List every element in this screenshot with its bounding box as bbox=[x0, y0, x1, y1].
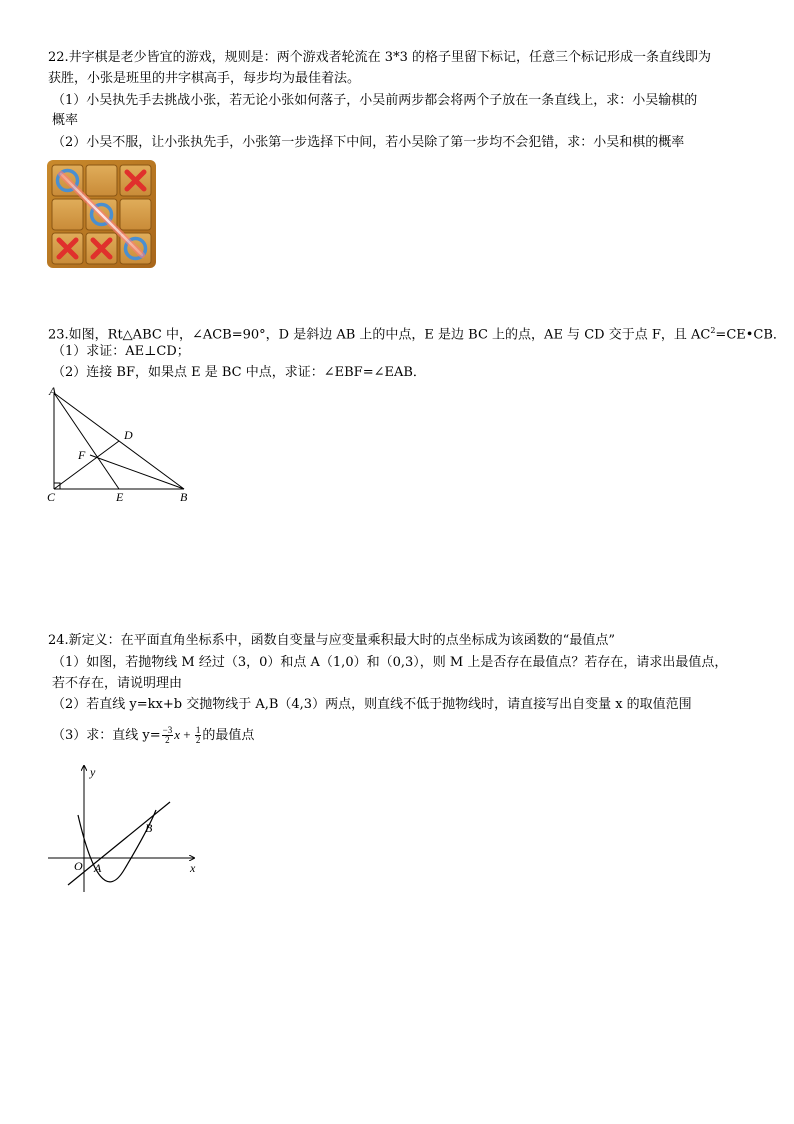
q23-superscript: 2 bbox=[710, 326, 716, 335]
q24-part1-line2: 若不存在，请说明理由 bbox=[52, 676, 183, 691]
q24-part2: （2）若直线 y=kx+b 交抛物线于 A,B（4,3）两点，则直线不低于抛物线时，请直接写出自变量 x 的取值范围 bbox=[52, 697, 692, 712]
triangle-figure bbox=[44, 383, 204, 505]
coordinate-graph-figure bbox=[44, 760, 204, 895]
fraction-numerator: 1 bbox=[195, 725, 201, 735]
fraction-1-over-2 bbox=[195, 726, 202, 745]
q22-part2: （2）小吴不服，让小张执先手，小张第一步选择下中间，若小吴除了第一步均不会犯错，求：小吴和棋的概率 bbox=[52, 135, 685, 150]
q23-line1-end: =CE•CB． bbox=[715, 327, 786, 343]
q23-part1: （1）求证：AE⊥CD； bbox=[52, 344, 190, 359]
q22-part1-line2: 概率 bbox=[52, 113, 79, 128]
fraction-denominator: 2 bbox=[195, 735, 201, 745]
label-f: F bbox=[78, 448, 86, 462]
label-e: E bbox=[116, 490, 124, 504]
fraction-numerator: −3 bbox=[162, 725, 173, 735]
axis-label-y: y bbox=[90, 765, 96, 779]
axis-label-x: x bbox=[190, 861, 196, 875]
fraction-neg3-over-2 bbox=[162, 726, 174, 745]
q24-line1: 24.新定义：在平面直角坐标系中，函数自变量与应变量乘积最大时的点坐标成为该函数的“最值点” bbox=[48, 633, 615, 648]
label-c: C bbox=[47, 490, 56, 504]
tic-tac-toe-board-image bbox=[47, 160, 156, 268]
q22-part1-line1: （1）小吴执先手去挑战小张，若无论小张如何落子，小吴前两步都会将两个子放在一条直线上，求：小吴输棋的 bbox=[52, 93, 698, 108]
fraction-denominator: 2 bbox=[165, 735, 170, 745]
q24-part3-suffix: 的最值点 bbox=[202, 728, 255, 743]
q23-line1-text: 23.如图，Rt△ABC 中，∠ACB=90°，D 是斜边 AB 上的中点，E 是边 BC 上的点，AE 与 CD 交于点 F，且 AC bbox=[48, 327, 711, 343]
plus-sign: + bbox=[180, 727, 194, 742]
q24-part3-prefix: （3）求：直线 y= bbox=[52, 728, 161, 743]
q23-part2: （2）连接 BF，如果点 E 是 BC 中点，求证：∠EBF=∠EAB． bbox=[52, 365, 426, 380]
label-b: B bbox=[180, 490, 188, 504]
point-label-b: B bbox=[145, 821, 153, 835]
label-d: D bbox=[124, 428, 133, 442]
variable-x: x bbox=[174, 727, 180, 742]
label-a: A bbox=[49, 384, 57, 398]
q22-line2: 获胜，小张是班里的井字棋高手，每步均为最佳着法。 bbox=[48, 71, 361, 86]
q24-part1-line1: （1）如图，若抛物线 M 经过（3，0）和点 A（1,0）和（0,3），则 M 上是否存在最值点？若存在，请求出最值点， bbox=[52, 655, 728, 670]
point-label-a: A bbox=[94, 861, 102, 875]
origin-label-o: O bbox=[74, 859, 83, 873]
q22-line1: 22.井字棋是老少皆宜的游戏，规则是：两个游戏者轮流在 3*3 的格子里留下标记，任意三个标记形成一条直线即为 bbox=[48, 50, 711, 65]
q24-part3 bbox=[52, 725, 754, 746]
